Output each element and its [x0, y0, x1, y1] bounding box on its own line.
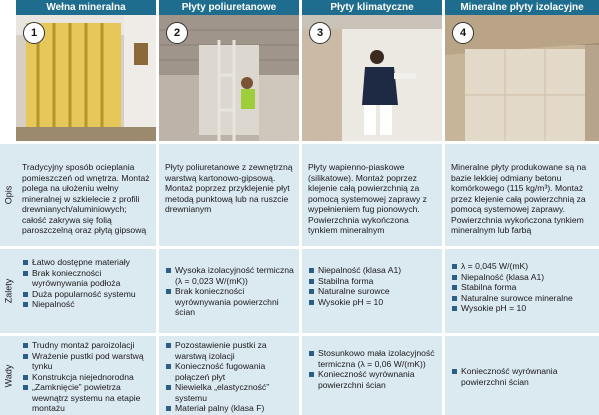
list-item: Naturalne surowce mineralne	[451, 293, 595, 304]
list-item: Niepalność	[22, 299, 152, 310]
list-item: Duża popularność systemu	[22, 289, 152, 300]
cons-cell-4	[445, 336, 599, 415]
list-item: Stabilna forma	[308, 276, 438, 287]
list-item: λ = 0,045 W/(mK)	[451, 261, 595, 272]
row-label-cons: Wady	[0, 336, 16, 415]
list-item: Brak konieczności wyrównywania podłoża	[22, 268, 152, 289]
list-item: Wysokie pH = 10	[451, 303, 595, 314]
cons-cell-2	[159, 336, 299, 415]
list-item: Naturalne surowce	[308, 286, 438, 297]
pros-cell-4	[445, 249, 599, 333]
pros-cell-2	[159, 249, 299, 333]
list-item: Stabilna forma	[451, 282, 595, 293]
photo-number-1: 1	[23, 22, 45, 44]
row-label-pros: Zalety	[0, 249, 16, 333]
list-item: Konstrukcja niejednorodna	[22, 372, 152, 383]
column-header-3: Płyty klimatyczne	[302, 0, 442, 15]
cons-cell-1	[16, 336, 156, 415]
list-item: Wysokie pH = 10	[308, 297, 438, 308]
description-cell-1: Tradycyjny sposób ocieplania pomieszczeń od wnętrza. Montaż polega na ułożeniu wełny mineralnej w szkielecie z profili drewnianych/aluminiowych; całość zakrywa się folią paroszczelną oraz płytą gipsową	[16, 144, 156, 246]
pros-cell-1	[16, 249, 156, 333]
list-item: „Zamknięcie” powietrza wewnątrz systemu na etapie montażu	[22, 382, 152, 414]
description-cell-4: Mineralne płyty produkowane są na bazie lekkiej odmiany betonu komórkowego (115 kg/m³). Montaż przez klejenie całą powierzchnią za pomocą systemowej zaprawy. Powierzchnia wykończona tynkiem mineralnym lub farbą	[445, 144, 599, 246]
photo-number-4: 4	[452, 22, 474, 44]
list-item: Niepalność (klasa A1)	[308, 265, 438, 276]
list-item: Niepalność (klasa A1)	[451, 272, 595, 283]
photo-mineral-insulation-boards	[445, 15, 599, 141]
list-item: Konieczność wyrównania powierzchni ścian	[451, 366, 595, 387]
list-item: Materiał palny (klasa F)	[165, 403, 295, 414]
pros-cell-3	[302, 249, 442, 333]
list-item: Niewielka „elastyczność” systemu	[165, 382, 295, 403]
list-item: Wrażenie pustki pod warstwą tynku	[22, 351, 152, 372]
photo-polyurethane	[159, 15, 299, 141]
row-label-description: Opis	[0, 144, 16, 246]
column-header-4: Mineralne płyty izolacyjne	[445, 0, 599, 15]
list-item: Konieczność wyrównania powierzchni ścian	[308, 369, 438, 390]
photo-climate-boards	[302, 15, 442, 141]
cons-cell-3	[302, 336, 442, 415]
photo-number-2: 2	[166, 22, 188, 44]
photo-mineral-wool	[16, 15, 156, 141]
list-item: Pozostawienie pustki za warstwą izolacji	[165, 340, 295, 361]
list-item: Trudny montaż paroizolacji	[22, 340, 152, 351]
corner-cell	[0, 0, 16, 15]
description-cell-2: Płyty poliuretanowe z zewnętrzną warstwą kartonowo-gipsową. Montaż poprzez przyklejenie płyt metodą punktową lub na ruszcie drewnianym	[159, 144, 299, 246]
column-header-2: Płyty poliuretanowe	[159, 0, 299, 15]
list-item: Konieczność fugowania połączeń płyt	[165, 361, 295, 382]
description-cell-3: Płyty wapienno-piaskowe (silikatowe). Montaż poprzez klejenie całą powierzchnią za pomocą systemowej zaprawy z wypełnieniem fug pionowych. Powierzchnia wykończona tynkiem mineralnym	[302, 144, 442, 246]
list-item: Łatwo dostępne materiały	[22, 257, 152, 268]
photo-number-3: 3	[309, 22, 331, 44]
list-item: Brak konieczności wyrównywania powierzchni ścian	[165, 286, 295, 318]
list-item: Wysoka izolacyjność termiczna (λ = 0,023 W/(mK))	[165, 265, 295, 286]
list-item: Stosunkowo mała izolacyjność termiczna (λ = 0,06 W/(mK))	[308, 348, 438, 369]
column-header-1: Wełna mineralna	[16, 0, 156, 15]
